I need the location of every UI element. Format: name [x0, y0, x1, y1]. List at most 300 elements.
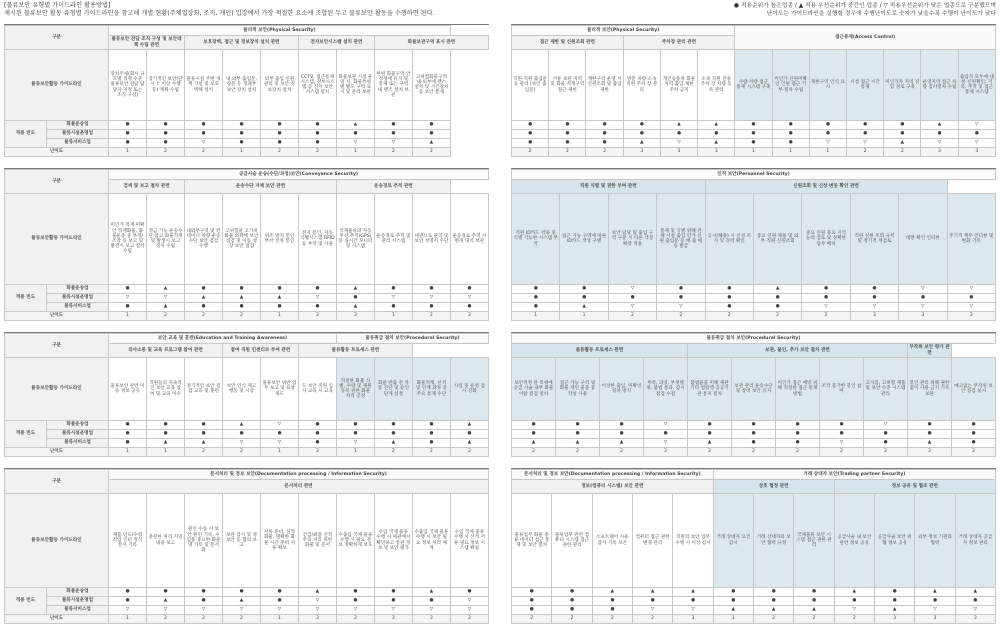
priority-symbol: ● — [512, 121, 549, 130]
priority-symbol: ● — [222, 303, 260, 312]
priority-symbol: ● — [952, 421, 996, 430]
priority-symbol: ● — [802, 294, 850, 303]
guideline-item: 서류 보관 지역 및 화물 적재구역 접근 제한 — [549, 50, 586, 121]
priority-symbol: ● — [846, 130, 883, 139]
guideline-item: 긴급/최종 선적 주의 처리 위한 화물 및 문서 — [298, 494, 336, 588]
difficulty-value: 3 — [921, 148, 958, 157]
priority-symbol: ● — [958, 130, 995, 139]
priority-symbol: ▽ — [802, 303, 850, 312]
priority-symbol: ● — [412, 421, 450, 430]
group-header: 무작위 보안 평가 관련 — [909, 345, 950, 356]
group-header: 접근 제한 및 신원조회 관련 — [512, 36, 624, 50]
difficulty-value: 3 — [298, 312, 336, 321]
priority-symbol: ▽ — [336, 139, 374, 148]
guideline-item: 물류보안 관련 이슈 정보 공유 — [109, 358, 147, 421]
difficulty-value: 1 — [735, 148, 772, 157]
priority-symbol: ▲ — [147, 285, 185, 294]
guideline-item: 위조 방지 봉인 부착 진차 봉인 — [260, 194, 298, 285]
priority-symbol: ● — [109, 597, 147, 606]
category-band: 보안 교육 및 훈련(Education and Training Awareness) — [109, 334, 337, 344]
priority-symbol: ● — [298, 430, 336, 439]
guideline-block — [511, 468, 996, 623]
difficulty-value: 2 — [592, 615, 632, 624]
industry-label: 물류시설운영업 — [47, 430, 109, 439]
priority-symbol: ▲ — [374, 439, 412, 448]
priority-symbol: ● — [623, 130, 660, 139]
category-band: 공급사슬 운송(수단/과정)보안(Conveyance Security) — [109, 170, 489, 180]
priority-symbol: ● — [147, 421, 185, 430]
difficulty-value: 1 — [109, 615, 147, 624]
guideline-item: 물류업무 관련 컴퓨터 시스템 접근 권한 관리 — [552, 494, 592, 588]
guideline-item: 세관으로 관리 및 보안 성명서 수단 — [412, 194, 450, 285]
priority-symbol: ● — [713, 597, 753, 606]
guideline-item: 미인가자 지역 진입 경로 구축 — [884, 50, 921, 121]
guideline-block — [4, 24, 489, 156]
industry-label: 화물운송업 — [47, 285, 109, 294]
guideline-item: 보안 인식 제고 행동 및 시상 — [222, 358, 260, 421]
difficulty-value: 3 — [298, 615, 336, 624]
group-header: 정보(컴퓨터 시스템) 보안 관련 — [512, 480, 714, 494]
guideline-item: 불법물품 미해 세관 기타 법집행 공공기관 통지 절차 — [688, 358, 732, 421]
priority-symbol: ● — [109, 285, 147, 294]
priority-symbol: ● — [753, 588, 793, 597]
difficulty-value: 2 — [184, 312, 222, 321]
priority-symbol: ● — [450, 588, 488, 597]
priority-symbol: ● — [336, 130, 374, 139]
difficulty-value: 2 — [657, 312, 705, 321]
priority-symbol: ● — [556, 421, 600, 430]
priority-symbol: ▲ — [147, 439, 185, 448]
guideline-item: 직원·직원 출입문 등 관리 (보안 출입문) — [512, 50, 549, 121]
priority-symbol: ● — [336, 294, 374, 303]
guideline-item: 재한구역 운영 시 신원조회 및 출입 제한 — [586, 50, 623, 121]
priority-symbol: ● — [586, 121, 623, 130]
group-header: 주차장 관리 관련 — [623, 36, 735, 50]
difficulty-value: 3 — [644, 448, 688, 457]
category-band: 인적 보안(Personnel Security) — [512, 170, 996, 180]
guideline-item: 충분한 처리 지연 내용 보고 — [147, 494, 185, 588]
priority-symbol: ● — [820, 430, 864, 439]
priority-symbol: ● — [772, 139, 809, 148]
difficulty-value: 2 — [222, 615, 260, 624]
priority-symbol: ▽ — [374, 294, 412, 303]
difficulty-value: 3 — [864, 448, 908, 457]
guideline-item: 사람·차량 접근 통제 시스템 구축 — [735, 50, 772, 121]
category-band: 물리적 보안(Physical Security) — [512, 26, 735, 36]
freq-label: 적용 빈도 — [5, 588, 47, 615]
priority-symbol: ▲ — [698, 139, 735, 148]
priority-symbol: ▽ — [147, 294, 185, 303]
priority-symbol: ● — [772, 121, 809, 130]
guideline-item: 수출입 국제 물류 수행 시 필요 정보 정확하게 보호 — [336, 494, 374, 588]
priority-symbol: ▽ — [673, 606, 713, 615]
difficulty-value: 2 — [846, 148, 883, 157]
priority-symbol: ▽ — [644, 421, 688, 430]
priority-symbol: ● — [374, 597, 412, 606]
guideline-item: 대면 확인 인터뷰 — [899, 194, 947, 285]
priority-symbol: ● — [623, 121, 660, 130]
priority-symbol: ● — [336, 421, 374, 430]
priority-symbol: ● — [732, 430, 776, 439]
priority-symbol: ▽ — [298, 606, 336, 615]
priority-symbol: ▲ — [592, 588, 632, 597]
legend-line-2: 난이도는 가이드라인을 실행할 경우에 수행난이도로 숫자가 낮을수록 수행이 난이도가 낮다 — [766, 11, 996, 17]
industry-label: 화물운송업 — [47, 121, 109, 130]
guideline-item: 조작 불가한 봉인 참여 — [820, 358, 864, 421]
industry-label: 물류서비스업 — [47, 139, 109, 148]
priority-symbol: ● — [549, 139, 586, 148]
difficulty-value: 3 — [374, 615, 412, 624]
guideline-block — [511, 168, 996, 320]
guideline-item: 이상한 출입, 미확인 절차 방지 — [600, 358, 644, 421]
difficulty-value: 2 — [512, 148, 549, 157]
priority-symbol: ▲ — [753, 606, 793, 615]
gubun-label: 구분 — [5, 170, 109, 194]
difficulty-value: 3 — [952, 448, 996, 457]
guideline-item: 부족, 과잉, 부정행위, 불법 통과, 감시 점검 수집 — [644, 358, 688, 421]
difficulty-value: 2 — [632, 615, 672, 624]
priority-symbol: ▲ — [222, 421, 260, 430]
difficulty-value: 3 — [623, 148, 660, 157]
difficulty-value: 2 — [512, 448, 556, 457]
difficulty-value: 3 — [899, 312, 947, 321]
priority-symbol: ● — [184, 303, 222, 312]
priority-symbol: ● — [556, 430, 600, 439]
difficulty-value: 2 — [412, 448, 450, 457]
priority-symbol: ● — [735, 139, 772, 148]
priority-symbol: ● — [412, 430, 450, 439]
priority-symbol: ● — [586, 130, 623, 139]
difficulty-value: 2 — [147, 312, 185, 321]
priority-symbol: ▽ — [109, 606, 147, 615]
difficulty-value: 2 — [556, 448, 600, 457]
guideline-label: 물류보안활동 가이드라인 — [5, 494, 109, 588]
priority-symbol: ● — [915, 597, 955, 606]
priority-symbol: ● — [850, 285, 898, 294]
difficulty-value: 2 — [705, 312, 753, 321]
difficulty-value: 1 — [713, 615, 753, 624]
guideline-item: 운영지역 접근 차량 검사절차 수립 — [921, 50, 958, 121]
priority-symbol: ● — [705, 303, 753, 312]
priority-symbol: ▲ — [222, 597, 260, 606]
priority-symbol: ● — [260, 597, 298, 606]
group-header: 운송경로 추적 관련 — [336, 180, 450, 194]
priority-symbol: ● — [184, 285, 222, 294]
priority-symbol: ● — [952, 430, 996, 439]
priority-symbol: ● — [184, 597, 222, 606]
priority-symbol: ▲ — [147, 597, 185, 606]
guideline-item: 사업 및 운영 검사 강화 — [450, 358, 488, 421]
priority-symbol: ▽ — [336, 439, 374, 448]
group-header: 직원 식별 및 권한 부여 관련 — [512, 180, 706, 194]
guideline-item: 시설 접근 시간 통제 — [846, 50, 883, 121]
guideline-item: 미인가 적재·미확인 적재화물, 화물운송 중 부정/조작 등 보고 및 발견시 보고 절차 수립 — [109, 194, 147, 285]
freq-label: 적용 빈도 — [5, 285, 47, 312]
guideline-table — [511, 169, 996, 321]
priority-symbol: ▲ — [556, 439, 600, 448]
guideline-item: 화물 반출 전 자동 진단 및 승인 단계 설정 — [374, 358, 412, 421]
priority-symbol: ● — [850, 294, 898, 303]
difficulty-value: 2 — [753, 312, 801, 321]
gubun-label: 구분 — [5, 26, 109, 50]
priority-symbol: ▲ — [834, 588, 874, 597]
guideline-item: 수입 국제 물류 수행 시 선적 서류 필요 정보 시스템 확립 — [450, 494, 488, 588]
priority-symbol: ● — [552, 597, 592, 606]
priority-symbol: ▲ — [600, 439, 644, 448]
priority-symbol: ● — [688, 430, 732, 439]
priority-symbol: ● — [772, 130, 809, 139]
priority-symbol: ▲ — [673, 588, 713, 597]
difficulty-value: 2 — [450, 615, 488, 624]
priority-symbol: ● — [374, 303, 412, 312]
priority-symbol: ▽ — [222, 606, 260, 615]
priority-symbol: ● — [109, 121, 147, 130]
difficulty-value: 3 — [336, 312, 374, 321]
priority-symbol: ▲ — [412, 139, 450, 148]
priority-symbol: ● — [592, 606, 632, 615]
difficulty-value: 2 — [820, 448, 864, 457]
priority-symbol: ● — [560, 294, 608, 303]
priority-symbol: ● — [336, 430, 374, 439]
guideline-item: 접근 가능 구역 및 화물 개인 물품 중 작성 사용 — [556, 358, 600, 421]
priority-symbol: ● — [109, 130, 147, 139]
priority-symbol: ▲ — [336, 121, 374, 130]
guideline-item: 개인승용차 화물지역 출입 제한 주차 금지 — [660, 50, 697, 121]
guideline-item: 외부 정보 기관과 협력 — [915, 494, 955, 588]
priority-symbol: ● — [705, 294, 753, 303]
priority-symbol: ▲ — [915, 588, 955, 597]
difficulty-value: 1 — [336, 448, 374, 457]
guideline-label: 물류보안활동 가이드라인 — [5, 194, 109, 285]
guideline-item: 적금 가능 운송수단 참고·화물적재 및 발생시 보고 절차 수립 — [147, 194, 185, 285]
difficulty-label: 난이도 — [5, 312, 109, 321]
industry-label: 물류서비스업 — [47, 303, 109, 312]
difficulty-value: 2 — [222, 448, 260, 457]
priority-symbol: ● — [802, 285, 850, 294]
priority-symbol: ● — [809, 130, 846, 139]
difficulty-value: 2 — [732, 448, 776, 457]
difficulty-value: 1 — [222, 148, 260, 157]
priority-symbol: ▽ — [260, 439, 298, 448]
priority-symbol: ● — [374, 130, 412, 139]
guideline-item: 적절한 화물 식별, 수량 및 제원 등록 위한 화물 처리 공정 — [336, 358, 374, 421]
difficulty-value: 1 — [512, 312, 560, 321]
priority-symbol: ▲ — [336, 303, 374, 312]
priority-symbol: ● — [184, 421, 222, 430]
difficulty-value: 2 — [834, 615, 874, 624]
difficulty-label: 난이도 — [5, 148, 109, 157]
priority-symbol: ▽ — [864, 421, 908, 430]
guideline-item: 수출입 국제 물류 수행 시 보안 필요 정보 처리 체계 — [412, 494, 450, 588]
guideline-item: 직원 신원 조회 규칙 및 정기적 재검토 — [850, 194, 898, 285]
guideline-label: 물류보안활동 가이드라인 — [5, 50, 109, 121]
industry-label: 물류시설운영업 — [47, 294, 109, 303]
priority-symbol: ● — [600, 430, 644, 439]
priority-symbol: ● — [776, 430, 820, 439]
difficulty-value: 2 — [512, 615, 552, 624]
guideline-item: 내·외부 출입문, 창문 등 개폐부 보안 장치 설치 — [222, 50, 260, 121]
priority-symbol: ▲ — [698, 121, 735, 130]
difficulty-value: 3 — [688, 448, 732, 457]
guideline-block — [511, 332, 996, 456]
priority-symbol: ● — [698, 130, 735, 139]
group-header: 문서처리 관련 — [109, 480, 489, 494]
difficulty-value: 3 — [450, 312, 488, 321]
priority-symbol: ▽ — [147, 606, 185, 615]
priority-symbol: ● — [260, 121, 298, 130]
difficulty-value: 2 — [884, 148, 921, 157]
guideline-item: 공급사슬 내 보안 관련 정보 공유 — [834, 494, 874, 588]
category-band: 물류취급 절차 보안(Procedural Security) — [512, 334, 996, 344]
group-header: 상호 협정 관련 — [713, 480, 834, 494]
difficulty-value: 2 — [802, 312, 850, 321]
priority-symbol: ● — [260, 430, 298, 439]
priority-symbol: ▽ — [834, 606, 874, 615]
priority-symbol: ● — [412, 439, 450, 448]
priority-symbol: ● — [512, 130, 549, 139]
priority-symbol: ● — [735, 130, 772, 139]
guideline-item: 컴퓨터 접근 권한 변경 관리 — [632, 494, 672, 588]
guideline-item: 중요 인원 중요 지역 능력 검토 및 정확한 업무 배치 — [802, 194, 850, 285]
guideline-item: 거래 상대자와 보안 협력 규정 — [753, 494, 793, 588]
priority-symbol: ● — [705, 285, 753, 294]
priority-symbol: ● — [184, 430, 222, 439]
priority-symbol: ● — [109, 430, 147, 439]
priority-symbol: ▽ — [915, 606, 955, 615]
priority-symbol: ● — [608, 294, 656, 303]
guideline-table — [511, 25, 996, 157]
guideline-item: 출입자 모두에 대한 신원확인, 기록, 추적 및 접근통제 시스템 — [958, 50, 995, 121]
priority-symbol: ▲ — [450, 439, 488, 448]
priority-symbol: ● — [374, 121, 412, 130]
difficulty-value: 2 — [184, 448, 222, 457]
priority-symbol: ▲ — [753, 285, 801, 294]
priority-symbol: ▽ — [184, 606, 222, 615]
priority-symbol: ● — [184, 588, 222, 597]
priority-symbol: ● — [109, 139, 147, 148]
guideline-item: 직원 ID카드 착용 및 식별 기능한 시스템 부착 — [512, 194, 560, 285]
guideline-item: 제한구역 인식 표시 — [809, 50, 846, 121]
group-header: 운송수단 자체 보안 관련 — [184, 180, 336, 194]
priority-symbol: ● — [374, 588, 412, 597]
priority-symbol: ▽ — [921, 139, 958, 148]
priority-symbol: ● — [884, 130, 921, 139]
priority-symbol: ● — [260, 303, 298, 312]
priority-symbol: ● — [713, 588, 753, 597]
guideline-item: 운송경로 추적 시 변경 내역 보관 — [450, 194, 488, 285]
priority-symbol: ● — [753, 303, 801, 312]
priority-symbol: ● — [260, 588, 298, 597]
guideline-table — [511, 333, 996, 457]
difficulty-value: 2 — [184, 148, 222, 157]
group-header: 신원조회 및 신상 변동 확인 관련 — [705, 180, 947, 194]
difficulty-value: 2 — [412, 312, 450, 321]
priority-symbol: ● — [412, 303, 450, 312]
priority-symbol: ● — [753, 597, 793, 606]
difficulty-value: 1 — [374, 312, 412, 321]
difficulty-label: 난이도 — [5, 615, 109, 624]
group-header: 보호장벽, 접근 및 경보장치 설치 관련 — [184, 36, 298, 50]
priority-symbol: ● — [260, 285, 298, 294]
group-header: 정보 공유 및 협조 관련 — [834, 480, 995, 494]
industry-label: 물류서비스업 — [47, 606, 109, 615]
priority-symbol: ● — [512, 285, 560, 294]
priority-symbol: ▽ — [184, 139, 222, 148]
priority-symbol: ▲ — [222, 294, 260, 303]
priority-symbol: ● — [374, 421, 412, 430]
guideline-item: 물류업무 화물 종류 데이터 접근 통제 및 보안 절차 — [512, 494, 552, 588]
guideline-item: 외부 출입 인원 관리 및 보안 경보장치 설치 — [260, 50, 298, 121]
priority-symbol: ● — [450, 303, 488, 312]
difficulty-value: 1 — [772, 148, 809, 157]
priority-symbol: ▲ — [874, 606, 914, 615]
legend-note — [734, 2, 996, 18]
priority-symbol: ▽ — [608, 303, 656, 312]
guideline-block — [4, 468, 489, 623]
priority-symbol: ● — [874, 597, 914, 606]
guideline-item: 고위험화물구역 내·외부에 펜스 설치 및 시건장치 등 보안 통제 — [412, 50, 450, 121]
guideline-block — [511, 24, 996, 156]
priority-symbol: ● — [846, 121, 883, 130]
difficulty-value: 1 — [260, 312, 298, 321]
priority-symbol: ▽ — [657, 303, 705, 312]
priority-symbol: ▽ — [450, 606, 488, 615]
priority-symbol: ● — [147, 139, 185, 148]
priority-symbol: ● — [374, 430, 412, 439]
priority-symbol: ▽ — [632, 606, 672, 615]
priority-symbol: ● — [147, 130, 185, 139]
priority-symbol: ▲ — [921, 121, 958, 130]
group-header: 물류보안 전담 조직 구성 및 보안대책 수립 관련 — [109, 36, 185, 50]
guideline-item: 한편 화물구역 안정성에 유지 및 통제 또는 구역 내 펜스 설치 보관 — [374, 50, 412, 121]
industry-label: 물류시설운영업 — [47, 597, 109, 606]
difficulty-value: 3 — [412, 615, 450, 624]
priority-symbol: ● — [147, 121, 185, 130]
priority-symbol: ● — [412, 121, 450, 130]
guideline-item: 화물적재, 선적 및 인계 과정 중 주요 통제 수단 — [412, 358, 450, 421]
priority-symbol: ● — [109, 303, 147, 312]
priority-symbol: ▽ — [374, 606, 412, 615]
priority-symbol: ▲ — [713, 606, 753, 615]
difficulty-value: 3 — [850, 312, 898, 321]
priority-symbol: ▲ — [184, 294, 222, 303]
priority-symbol: ● — [512, 139, 549, 148]
priority-symbol: ▽ — [899, 285, 947, 294]
guideline-item: 봉인 관리 위해 권한 없이 사용 금지 기록 보관 — [908, 358, 952, 421]
priority-symbol: ● — [908, 421, 952, 430]
difficulty-value: 1 — [260, 448, 298, 457]
difficulty-value: 1 — [109, 148, 147, 157]
priority-symbol: ● — [632, 597, 672, 606]
priority-symbol: ● — [184, 130, 222, 139]
gubun-label: 구분 — [5, 334, 109, 358]
guideline-item: 물류시설 주변 경계 가설 및 보호벽체 설치 — [184, 50, 222, 121]
priority-symbol: ▽ — [958, 139, 995, 148]
priority-symbol: ▲ — [298, 588, 336, 597]
priority-symbol: ▽ — [947, 303, 995, 312]
priority-symbol: ▽ — [947, 285, 995, 294]
priority-symbol: ▽ — [374, 139, 412, 148]
priority-symbol: ● — [222, 139, 260, 148]
guideline-item: 전자 봉인, 자동식별시스템 RFID 등 부착 및 사용 — [298, 194, 336, 285]
difficulty-value: 2 — [608, 312, 656, 321]
priority-symbol: ● — [834, 597, 874, 606]
difficulty-value: 3 — [874, 615, 914, 624]
guideline-item: 운송경로 추적 및 관리 시스템 — [374, 194, 412, 285]
priority-symbol: ● — [260, 139, 298, 148]
priority-symbol: ● — [552, 606, 592, 615]
priority-symbol: ● — [549, 130, 586, 139]
